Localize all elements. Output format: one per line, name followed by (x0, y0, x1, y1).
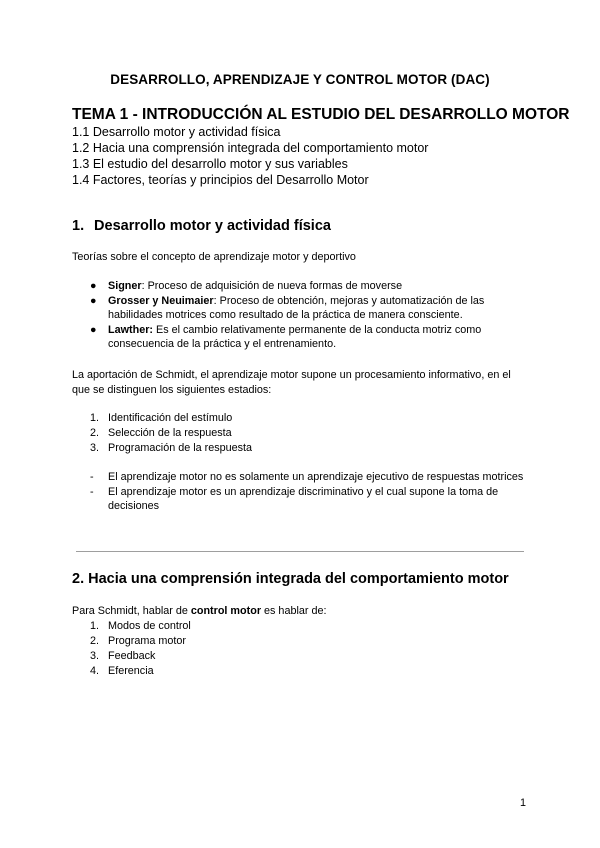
note-item (90, 485, 530, 514)
table-of-contents (72, 124, 428, 188)
theory-text: Proceso de adquisición de nueva formas de moverse (144, 280, 403, 292)
theory-term: Lawther: (108, 323, 153, 336)
theory-text: Proceso de obtención, mejoras y automatización de las habilidades motrices como resultado de la práctica de manera consciente. (108, 294, 485, 321)
schmidt-paragraph: La aportación de Schmidt, el aprendizaje motor supone un procesamiento informativo, en el que se distinguen los siguientes estadios: (72, 369, 511, 396)
note-text: El aprendizaje motor es un aprendizaje discriminativo y el cual supone la toma de decisiones (108, 485, 499, 512)
control-number: 2. (90, 635, 100, 647)
page-number: 1 (519, 797, 526, 809)
stage-text: Selección de la respuesta (108, 427, 232, 439)
stage-number: 3. (90, 442, 100, 454)
note-item (90, 470, 530, 485)
control-number: 4. (90, 665, 100, 677)
stage-text: Identificación del estímulo (108, 412, 233, 424)
theory-separator: : (213, 294, 217, 307)
control-item (90, 619, 191, 634)
section2-intro (72, 604, 528, 619)
theory-item (90, 294, 530, 323)
stage-text: Programación de la respuesta (108, 442, 253, 454)
stage-number: 2. (90, 427, 100, 439)
toc-item: 1.2 Hacia una comprensión integrada del comportamiento motor (72, 141, 429, 155)
stage-number: 1. (90, 412, 100, 424)
bullet-icon: ● (90, 323, 97, 336)
control-text: Eferencia (108, 665, 154, 677)
section1-heading (72, 218, 331, 234)
control-text: Programa motor (108, 635, 187, 647)
theory-term: Grosser y Neuimaier (108, 294, 214, 307)
stage-item (90, 426, 252, 441)
dash-marker: - (90, 485, 94, 498)
section1-number: 1. (72, 218, 85, 234)
dash-marker: - (90, 471, 94, 483)
tema-title: TEMA 1 - INTRODUCCIÓN AL ESTUDIO DEL DESARROLLO MOTOR (72, 106, 570, 123)
control-item (90, 634, 191, 649)
toc-item: 1.4 Factores, teorías y principios del Desarrollo Motor (72, 173, 369, 187)
section2-intro-text-end: es hablar de: (261, 605, 327, 617)
theory-term: Signer (108, 280, 142, 292)
section2-intro-bold: control motor (190, 605, 262, 617)
control-text: Modos de control (108, 620, 191, 632)
toc-item: 1.1 Desarrollo motor y actividad física (72, 125, 281, 139)
toc-item: 1.3 El estudio del desarrollo motor y sus variables (72, 157, 348, 171)
control-number: 1. (90, 620, 100, 632)
stages-list (90, 411, 252, 456)
control-item (90, 664, 191, 679)
section2-heading: 2. Hacia una comprensión integrada del comportamiento motor (72, 571, 509, 587)
document-title: DESARROLLO, APRENDIZAJE Y CONTROL MOTOR (DAC) (110, 72, 490, 87)
theory-item (90, 323, 530, 352)
bullet-icon: ● (90, 280, 97, 292)
section1-heading-text: Desarrollo motor y actividad física (94, 218, 331, 234)
control-number: 3. (90, 650, 100, 662)
stage-item (90, 441, 252, 456)
section2-intro-text: Para Schmidt, hablar de (72, 605, 191, 617)
theories-list (90, 279, 530, 352)
bullet-icon: ● (90, 294, 97, 307)
control-text: Feedback (108, 650, 156, 662)
control-item (90, 649, 191, 664)
theory-text: Es el cambio relativamente permanente de la conducta motriz como consecuencia de la práctica y el entrenamiento. (108, 323, 482, 350)
section1-intro: Teorías sobre el concepto de aprendizaje motor y deportivo (72, 251, 356, 263)
stage-item (90, 411, 252, 426)
note-text: El aprendizaje motor no es solamente un aprendizaje ejecutivo de respuestas motrices (108, 471, 524, 483)
notes-list (90, 470, 530, 514)
theory-separator: : (141, 280, 145, 292)
horizontal-divider (76, 551, 524, 552)
control-list (90, 619, 191, 679)
theory-item (90, 279, 530, 294)
